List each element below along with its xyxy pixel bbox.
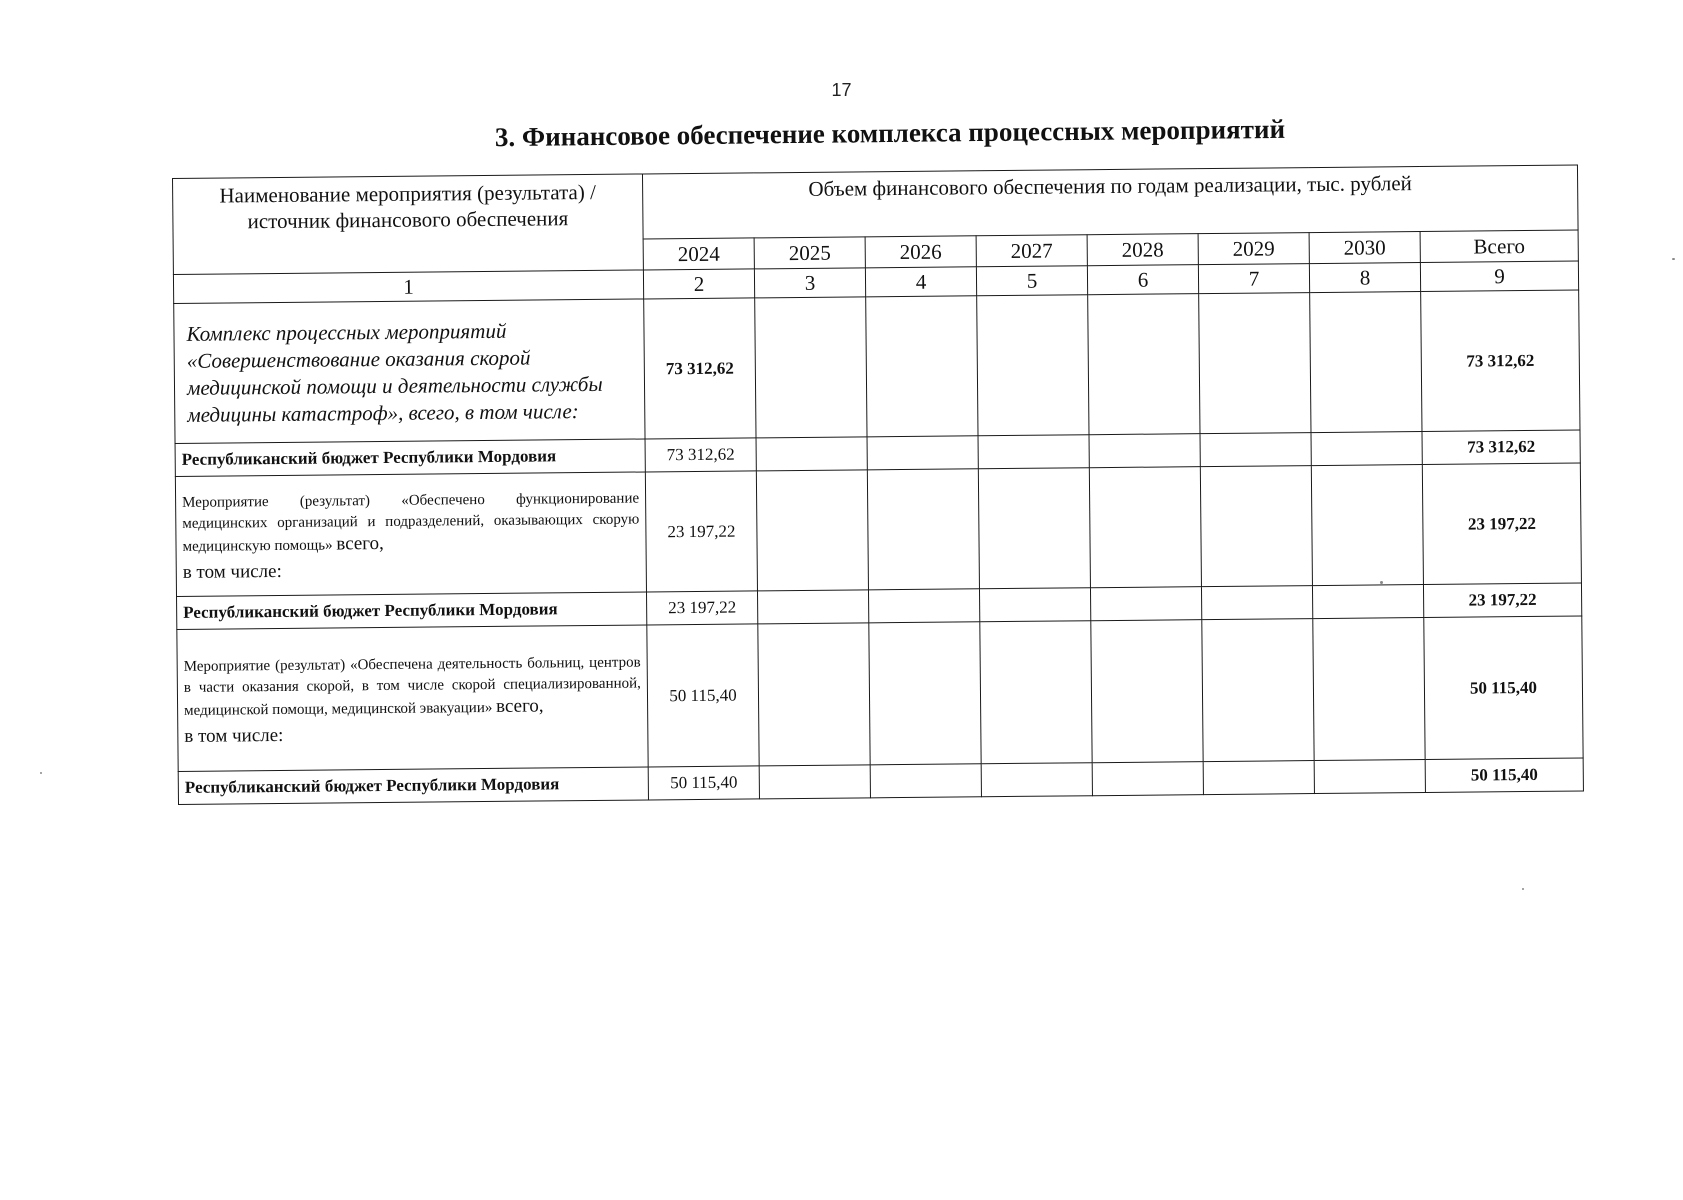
empty-cell <box>867 469 979 590</box>
empty-cell <box>869 622 981 765</box>
value-2024: 50 115,40 <box>647 624 759 767</box>
empty-cell <box>978 435 1089 469</box>
year-header: 2027 <box>976 235 1087 267</box>
empty-cell <box>1092 762 1203 796</box>
empty-cell <box>867 436 978 470</box>
empty-cell <box>866 296 978 437</box>
column-number: 8 <box>1309 263 1420 293</box>
scan-speck <box>40 772 42 774</box>
year-header: 2025 <box>754 237 865 269</box>
empty-cell <box>758 623 870 766</box>
event-label-text: Мероприятие (результат) «Обеспечена деятельность больниц, центров в части оказания скорой, в том числе скорой специализированной, медицинской помощи, медицинской эвакуации» <box>183 654 641 719</box>
total-header: Всего <box>1420 230 1578 263</box>
table-row <box>174 290 1580 443</box>
column-number: 6 <box>1087 265 1198 295</box>
year-header: 2028 <box>1087 234 1198 266</box>
value-2024: 23 197,22 <box>646 591 757 625</box>
value-total: 23 197,22 <box>1422 463 1581 585</box>
empty-cell <box>868 589 979 623</box>
column-number: 3 <box>754 268 865 298</box>
empty-cell <box>980 621 1092 764</box>
empty-cell <box>977 295 1089 436</box>
empty-cell <box>756 470 868 591</box>
financing-table <box>172 165 1584 805</box>
empty-cell <box>759 765 870 799</box>
value-total: 50 115,40 <box>1425 758 1583 793</box>
scan-speck <box>1522 888 1524 890</box>
empty-cell <box>1312 585 1423 619</box>
empty-cell <box>1199 293 1311 434</box>
empty-cell <box>1311 432 1422 466</box>
value-2024: 50 115,40 <box>648 766 759 800</box>
value-total: 73 312,62 <box>1422 430 1580 465</box>
empty-cell <box>755 297 867 438</box>
value-2024: 23 197,22 <box>645 471 757 592</box>
empty-cell <box>870 764 981 798</box>
empty-cell <box>1088 294 1200 435</box>
value-total: 23 197,22 <box>1423 583 1581 618</box>
empty-cell <box>757 590 868 624</box>
year-header: 2029 <box>1198 233 1309 265</box>
value-2024: 73 312,62 <box>645 438 756 472</box>
value-2024: 73 312,62 <box>644 298 756 439</box>
empty-cell <box>1091 620 1203 763</box>
document-title: 3. Финансовое обеспечение комплекса процессных мероприятий <box>494 113 1286 153</box>
year-header: 2030 <box>1309 232 1420 264</box>
event-label-tail: всего, <box>336 532 384 554</box>
empty-cell <box>981 763 1092 797</box>
empty-cell <box>756 437 867 471</box>
table-row <box>177 616 1583 771</box>
empty-cell <box>1311 465 1423 586</box>
header-name-cell: Наименование мероприятия (результата) / источник финансового обеспечения <box>173 174 644 275</box>
empty-cell <box>1201 586 1312 620</box>
empty-cell <box>1090 587 1201 621</box>
empty-cell <box>1314 759 1425 793</box>
empty-cell <box>978 468 1090 589</box>
value-total: 50 115,40 <box>1424 616 1583 760</box>
empty-cell <box>1310 292 1422 433</box>
year-header: 2024 <box>643 238 754 270</box>
scan-speck <box>1672 258 1675 260</box>
column-number: 5 <box>976 266 1087 296</box>
column-number: 9 <box>1420 261 1578 292</box>
scan-speck <box>1380 581 1383 584</box>
empty-cell <box>1200 466 1312 587</box>
source-label: Республиканский бюджет Республики Мордовия <box>177 592 647 630</box>
empty-cell <box>1200 433 1311 467</box>
event-label-text: Мероприятие (результат) «Обеспечено функционирование медицинских организаций и подразделений, оказывающих скорую медицинскую помощь» <box>182 490 640 555</box>
column-number: 1 <box>173 270 643 304</box>
table-row <box>175 463 1581 596</box>
year-header: 2026 <box>865 236 976 268</box>
complex-label: Комплекс процессных мероприятий «Совершенствование оказания скорой медицинской помощи и деятельности службы медицины катастроф», всего, в том числе: <box>174 299 645 444</box>
event-label <box>177 625 648 772</box>
event-label-sub: в том числе: <box>182 560 282 583</box>
source-label: Республиканский бюджет Республики Мордовия <box>178 767 648 805</box>
event-label <box>175 472 646 597</box>
empty-cell <box>1203 761 1314 795</box>
empty-cell <box>1313 618 1425 761</box>
column-number: 7 <box>1198 264 1309 294</box>
column-number: 2 <box>643 269 754 299</box>
financing-table-container <box>172 165 1584 805</box>
event-label-sub: в том числе: <box>184 724 284 747</box>
source-label: Республиканский бюджет Республики Мордовия <box>175 439 645 477</box>
empty-cell <box>1089 434 1200 468</box>
page-number: 17 <box>831 80 852 100</box>
column-number: 4 <box>865 267 976 297</box>
event-label-tail: всего, <box>495 694 544 717</box>
empty-cell <box>979 588 1090 622</box>
empty-cell <box>1089 467 1201 588</box>
empty-cell <box>1202 619 1314 762</box>
value-total: 73 312,62 <box>1421 290 1580 432</box>
header-volume-cell: Объем финансового обеспечения по годам реализации, тыс. рублей <box>642 165 1578 239</box>
